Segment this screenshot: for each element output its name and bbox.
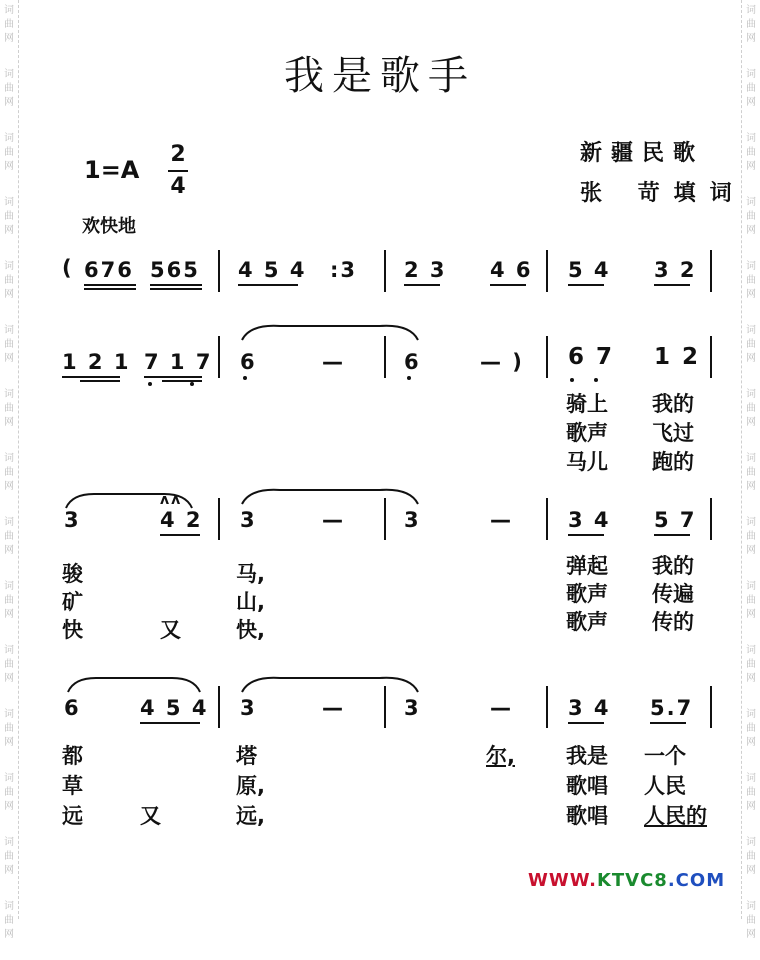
watermark-char: 网 (4, 97, 14, 108)
watermark-char: 曲 (746, 851, 756, 862)
low-octave-dot (407, 376, 411, 380)
beam (490, 284, 526, 286)
lyric: 山, (236, 590, 265, 614)
watermark-char: 曲 (746, 467, 756, 478)
note: 3 (240, 696, 257, 720)
beam (150, 288, 202, 290)
watermark-char: 词 (4, 453, 14, 464)
watermark-char: 网 (746, 801, 756, 812)
note-group: :3 (330, 258, 358, 282)
beam (568, 534, 604, 536)
beam (654, 534, 690, 536)
note: 3 (240, 508, 257, 532)
watermark-char: 曲 (746, 339, 756, 350)
lyric: 原, (236, 774, 265, 798)
lyric: 骑上 (566, 392, 608, 416)
song-source: 新疆民歌 (580, 141, 705, 166)
watermark-char: 词 (4, 197, 14, 208)
ornament-mark: ʌʌ (160, 492, 183, 508)
lyric: 草 (62, 774, 83, 798)
barline (384, 250, 386, 292)
watermark-char: 词 (4, 837, 14, 848)
watermark-char: 网 (746, 865, 756, 876)
watermark-char: 词 (746, 645, 756, 656)
lyric: 传遍 (652, 582, 694, 606)
barline (546, 336, 548, 378)
watermark-char: 词 (4, 69, 14, 80)
note-group: 6 7 (568, 344, 615, 370)
beam (568, 284, 604, 286)
watermark-char: 网 (746, 545, 756, 556)
note-group: 3 4 (568, 696, 611, 720)
barline (710, 336, 712, 378)
watermark-char: 词 (4, 645, 14, 656)
note-group: 4 5 4 (140, 696, 209, 720)
note-group: 4 5 4 (238, 258, 307, 282)
note-group: 5.7 (650, 696, 694, 720)
time-signature (168, 142, 188, 200)
beam (568, 722, 604, 724)
lyricist-credit: 张 苛填词 (580, 181, 746, 206)
watermark-char: 曲 (746, 915, 756, 926)
watermark-char: 网 (4, 353, 14, 364)
watermark-char: 网 (746, 737, 756, 748)
low-octave-dot (148, 382, 152, 386)
tempo-marking: 欢快地 (82, 216, 136, 237)
beam (654, 284, 690, 286)
lyric: 传的 (652, 610, 694, 634)
watermark-char: 曲 (4, 275, 14, 286)
watermark-char: 词 (4, 517, 14, 528)
lyric: 骏 (62, 562, 83, 586)
watermark-char: 网 (4, 417, 14, 428)
watermark-char: 曲 (746, 403, 756, 414)
note-group: 4 2 (160, 508, 203, 532)
watermark-char: 曲 (4, 339, 14, 350)
beam (144, 376, 202, 378)
watermark-char: 网 (746, 929, 756, 940)
watermark-char: 词 (746, 197, 756, 208)
watermark-group (0, 128, 18, 192)
lyric: 塔 (236, 744, 257, 768)
watermark-char: 词 (4, 5, 14, 16)
watermark-char: 网 (746, 97, 756, 108)
lyric: 飞过 (652, 421, 694, 445)
song-title: 我是歌手 (284, 53, 476, 99)
watermark-char: 词 (4, 261, 14, 272)
lyric: 远 (62, 804, 83, 828)
barline (218, 250, 220, 292)
barline (384, 686, 386, 728)
barline (710, 686, 712, 728)
watermark-char: 词 (746, 517, 756, 528)
barline (546, 498, 548, 540)
barline (384, 498, 386, 540)
watermark-char: 曲 (4, 403, 14, 414)
dash: — (322, 508, 345, 532)
watermark-char: 曲 (746, 275, 756, 286)
watermark-char: 曲 (4, 659, 14, 670)
dash: — (322, 350, 345, 374)
watermark-char: 网 (746, 353, 756, 364)
watermark-char: 词 (746, 773, 756, 784)
note-group: 676 (84, 258, 134, 282)
dash: — (490, 696, 513, 720)
beam (238, 284, 298, 286)
watermark-char: 曲 (4, 915, 14, 926)
beam (62, 376, 120, 378)
note-group: 3 4 (568, 508, 611, 532)
watermark-char: 词 (746, 5, 756, 16)
barline (710, 250, 712, 292)
watermark-char: 网 (4, 545, 14, 556)
watermark-char: 词 (746, 901, 756, 912)
watermark-char: 曲 (4, 531, 14, 542)
watermark-char: 网 (746, 481, 756, 492)
watermark-char: 网 (746, 161, 756, 172)
note-group: 565 (150, 258, 200, 282)
watermark-char: 曲 (4, 211, 14, 222)
dash: — (322, 696, 345, 720)
score-row-3 (0, 484, 760, 654)
watermark-char: 网 (4, 161, 14, 172)
time-sig-bottom: 4 (170, 174, 186, 199)
watermark-char: 曲 (746, 211, 756, 222)
watermark-char: 曲 (4, 723, 14, 734)
lyric: 歌声 (566, 421, 608, 445)
watermark-char: 词 (4, 133, 14, 144)
watermark-char: 词 (746, 453, 756, 464)
lyric: 马, (236, 562, 265, 586)
watermark-char: 曲 (4, 851, 14, 862)
watermark-char: 曲 (4, 19, 14, 30)
website-link[interactable] (528, 870, 725, 891)
lyric: 又 (140, 804, 161, 828)
watermark-char: 网 (4, 289, 14, 300)
dash: — (490, 508, 513, 532)
watermark-char: 词 (746, 69, 756, 80)
watermark-group (0, 896, 18, 960)
note-group: 1 2 1 (62, 350, 131, 374)
watermark-char: 曲 (746, 147, 756, 158)
beam (404, 284, 440, 286)
watermark-char: 词 (746, 389, 756, 400)
watermark-char: 网 (746, 417, 756, 428)
beam (160, 534, 200, 536)
tie-slur (66, 674, 202, 694)
lyric: 人民 (644, 774, 686, 798)
watermark-char: 词 (746, 709, 756, 720)
note: 6 (64, 696, 81, 720)
key-signature: 1=A (84, 156, 140, 184)
lyric: 一个 (644, 744, 686, 768)
watermark-char: 曲 (4, 83, 14, 94)
low-octave-dot (190, 382, 194, 386)
beam (80, 380, 120, 382)
note-group: 4 6 (490, 258, 533, 282)
watermark-char: 词 (746, 261, 756, 272)
watermark-char: 曲 (746, 787, 756, 798)
note: 3 (404, 696, 421, 720)
lyric: 人民的 (644, 804, 707, 828)
watermark-char: 网 (4, 929, 14, 940)
lyric: 矿 (62, 590, 83, 614)
lyric: 我的 (652, 392, 694, 416)
note-group: 5 4 (568, 258, 611, 282)
watermark-char: 词 (4, 581, 14, 592)
watermark-char: 网 (4, 481, 14, 492)
lyric: 都 (62, 744, 83, 768)
note-group: 7 1 7 (144, 350, 213, 374)
barline (384, 336, 386, 378)
score-row-4 (0, 668, 760, 838)
watermark-char: 网 (746, 673, 756, 684)
watermark-char: 曲 (4, 147, 14, 158)
website-part: KTVC8 (596, 870, 668, 891)
watermark-char: 词 (746, 325, 756, 336)
watermark-char: 词 (746, 133, 756, 144)
score-row-1 (0, 250, 760, 300)
lyric: 弹起 (566, 554, 608, 578)
watermark-char: 网 (746, 289, 756, 300)
website-part: WWW. (528, 870, 597, 891)
barline (218, 686, 220, 728)
low-octave-dot (243, 376, 247, 380)
website-part: .COM (667, 870, 726, 891)
barline (218, 498, 220, 540)
note-group: 3 2 (654, 258, 697, 282)
watermark-char: 曲 (746, 531, 756, 542)
tie-slur (240, 486, 420, 506)
lyric: 快, (236, 618, 265, 642)
note: 3 (404, 508, 421, 532)
watermark-char: 曲 (746, 19, 756, 30)
beam (150, 284, 202, 286)
beam (650, 722, 686, 724)
note: 6 (404, 350, 421, 374)
dash-close: — ) (480, 350, 524, 374)
tie-slur (240, 674, 420, 694)
note-group: 2 3 (404, 258, 447, 282)
time-sig-top: 2 (170, 142, 186, 167)
watermark-char: 网 (746, 33, 756, 44)
watermark-char: 词 (746, 837, 756, 848)
watermark-char: 词 (4, 325, 14, 336)
watermark-group (0, 832, 18, 896)
watermark-char: 曲 (4, 595, 14, 606)
score-row-2 (0, 320, 760, 480)
lyric: 马儿 (566, 450, 608, 474)
lyric: 歌唱 (566, 804, 608, 828)
watermark-group (0, 192, 18, 256)
watermark-char: 词 (4, 901, 14, 912)
lyric: 快 (62, 618, 83, 642)
watermark-char: 曲 (746, 83, 756, 94)
watermark-char: 曲 (4, 787, 14, 798)
watermark-char: 网 (4, 225, 14, 236)
note: 6 (240, 350, 257, 374)
watermark-char: 曲 (746, 723, 756, 734)
watermark-group (742, 832, 760, 896)
open-paren: ( (62, 256, 74, 280)
lyric: 远, (236, 804, 265, 828)
time-sig-bar (168, 170, 188, 172)
watermark-char: 词 (4, 389, 14, 400)
watermark-group (742, 896, 760, 960)
note-group: 5 7 (654, 508, 697, 532)
low-octave-dot (570, 378, 574, 382)
watermark-char: 网 (4, 737, 14, 748)
lyric: 我的 (652, 554, 694, 578)
watermark-char: 词 (4, 709, 14, 720)
beam (140, 722, 200, 724)
watermark-char: 曲 (4, 467, 14, 478)
watermark-char: 曲 (746, 659, 756, 670)
barline (546, 686, 548, 728)
lyric: 跑的 (652, 450, 694, 474)
watermark-char: 网 (4, 673, 14, 684)
lyric: 歌声 (566, 610, 608, 634)
lyric: 歌唱 (566, 774, 608, 798)
watermark-char: 网 (746, 225, 756, 236)
barline (218, 336, 220, 378)
tie-slur (240, 322, 420, 342)
lyric: 又 (160, 618, 181, 642)
watermark-char: 词 (4, 773, 14, 784)
low-octave-dot (594, 378, 598, 382)
watermark-char: 网 (4, 865, 14, 876)
watermark-char: 曲 (746, 595, 756, 606)
watermark-char: 网 (4, 609, 14, 620)
beam (84, 288, 136, 290)
barline (546, 250, 548, 292)
note: 3 (64, 508, 81, 532)
watermark-char: 网 (746, 609, 756, 620)
beam (162, 380, 202, 382)
barline (710, 498, 712, 540)
beam (84, 284, 136, 286)
watermark-char: 词 (746, 581, 756, 592)
lyric: 歌声 (566, 582, 608, 606)
lyric: 我是 (566, 744, 608, 768)
lyric: 尔, (486, 744, 515, 768)
watermark-char: 网 (4, 33, 14, 44)
watermark-char: 网 (4, 801, 14, 812)
note-group: 1 2 (654, 344, 701, 370)
